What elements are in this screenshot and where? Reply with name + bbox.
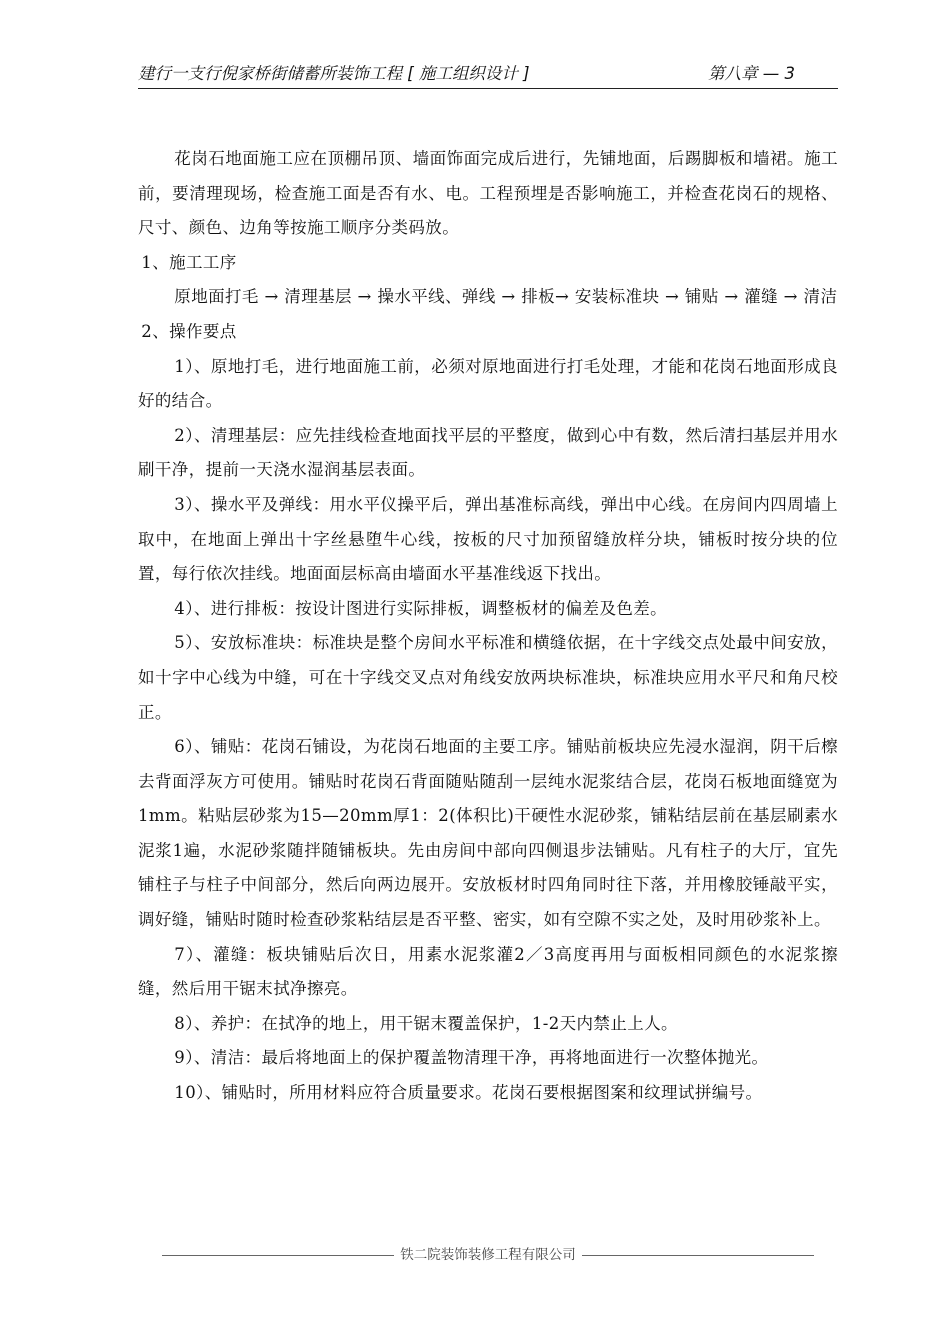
section-heading-key-points: 2、操作要点 (141, 321, 237, 341)
point-8: 8）、养护：在拭净的地上，用干锯末覆盖保护，1-2天内禁止上人。 (174, 1013, 678, 1033)
company-name: 铁二院装饰装修工程有限公司 (400, 1247, 576, 1263)
page-header (138, 64, 838, 89)
point-2: 2）、清理基层：应先挂线检查地面找平层的平整度，做到心中有数，然后清扫基层并用水刷干净，提前一天浇水湿润基层表面。 (138, 425, 838, 480)
page-footer (138, 1243, 838, 1263)
section-heading-process: 1、施工工序 (141, 252, 237, 272)
point-9: 9）、清洁：最后将地面上的保护覆盖物清理干净，再将地面进行一次整体抛光。 (174, 1048, 769, 1068)
point-10: 10）、铺贴时，所用材料应符合质量要求。花岗石要根据图案和纹理试拼编号。 (174, 1083, 763, 1103)
process-flow: 原地面打毛 → 清理基层 → 操水平线、弹线 → 排板→ 安装标准块 → 铺贴 → 灌缝 → 清洁 (174, 287, 838, 307)
point-5: 5）、安放标准块：标准块是整个房间水平标准和横缝依据，在十字线交点处最中间安放，如十字中心线为中缝，可在十字线交叉点对角线安放两块标准块，标准块应用水平尺和角尺校正。 (138, 633, 838, 722)
point-6: 6）、铺贴：花岗石铺设，为花岗石地面的主要工序。铺贴前板块应先浸水湿润，阴干后檫去背面浮灰方可使用。铺贴时花岗石背面随贴随刮一层纯水泥浆结合层，花岗石板地面缝宽为1mm。粘贴层砂浆为15—20mm厚1：2(体积比)干硬性水泥砂浆，铺粘结层前在基层刷素水泥浆1遍，水泥砂浆随拌随铺板块。先由房间中部向四侧退步法铺贴。凡有柱子的大厅，宜先铺柱子与柱子中间部分，然后向两边展开。安放板材时四角同时往下落，并用橡胶锤敲平实，调好缝，铺贴时随时检查砂浆粘结层是否平整、密实，如有空隙不实之处，及时用砂浆补上。 (138, 737, 838, 930)
point-7: 7）、灌缝：板块铺贴后次日，用素水泥浆灌2／3高度再用与面板相同颜色的水泥浆擦缝，然后用干锯末拭净擦亮。 (138, 944, 838, 999)
footer-rule-right (582, 1255, 814, 1256)
point-3: 3）、操水平及弹线：用水平仪操平后，弹出基准标高线，弹出中心线。在房间内四周墙上取中，在地面上弹出十字丝悬堕牛心线，按板的尺寸加预留缝放样分块，铺板时按分块的位置，每行依次挂线。地面面层标高由墙面水平基准线返下找出。 (138, 494, 838, 584)
point-4: 4）、进行排板：按设计图进行实际排板，调整板材的偏差及色差。 (174, 598, 668, 618)
document-body (138, 142, 838, 1111)
intro-paragraph: 花岗石地面施工应在顶棚吊顶、墙面饰面完成后进行，先铺地面，后踢脚板和墙裙。施工前，要清理现场，检查施工面是否有水、电。工程预埋是否影响施工，并检查花岗石的规格、尺寸、颜色、边角等按施工顺序分类码放。 (138, 149, 838, 238)
chapter-page-number: 第八章 — 3 (708, 64, 795, 83)
footer-rule-left (162, 1255, 394, 1256)
document-title: 建行一支行倪家桥街储蓄所装饰工程 [ 施工组织设计 ] (138, 64, 530, 83)
point-1: 1）、原地打毛，进行地面施工前，必须对原地面进行打毛处理，才能和花岗石地面形成良好的结合。 (138, 356, 838, 411)
